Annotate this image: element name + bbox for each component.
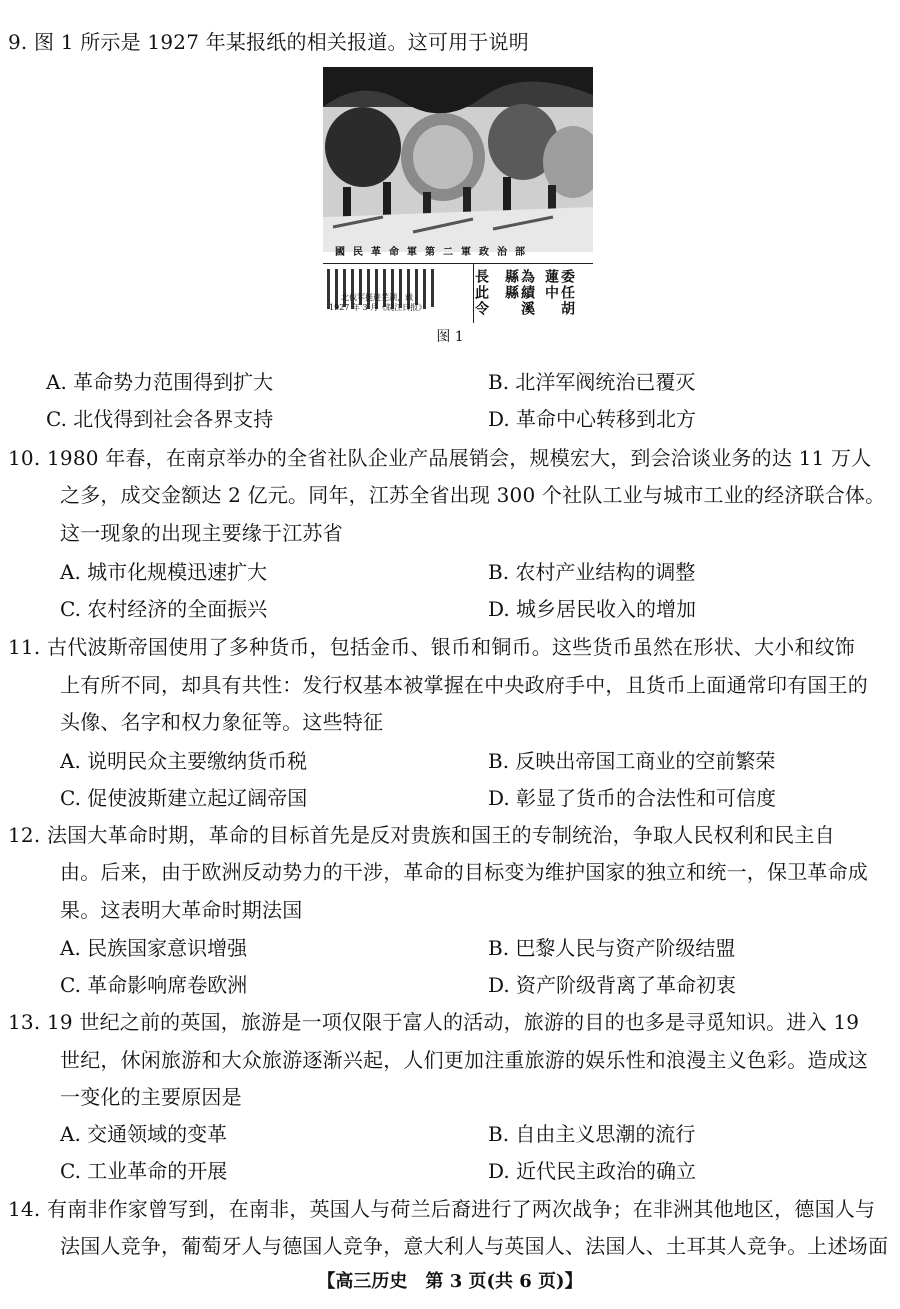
q9-option-d[interactable]: D. 革命中心转移到北方: [488, 407, 697, 431]
q10-stem-line-2: 之多，成交金额达 2 亿元。同年，江苏全省出现 300 个社队工业与城市工业的经济联合体。: [60, 483, 886, 507]
q14-stem-line-2: 法国人竞争，葡萄牙人与德国人竞争，意大利人与英国人、法国人、土耳其人竞争。上述场面: [60, 1234, 889, 1258]
q13-option-b[interactable]: B. 自由主义思潮的流行: [488, 1122, 696, 1146]
newspaper-figure: [323, 67, 593, 317]
q11-stem-line-3: 头像、名字和权力象征等。这些特征: [60, 710, 384, 734]
q11-stem-line-1: 11. 古代波斯帝国使用了多种货币，包括金币、银币和铜币。这些货币虽然在形状、大小和纹饰: [8, 635, 855, 659]
q14-stem-line-1: 14. 有南非作家曾写到，在南非，英国人与荷兰后裔进行了两次战争；在非洲其他地区，德国人与: [8, 1197, 876, 1221]
soldiers-illustration: [323, 67, 593, 252]
figure-caption: 图 1: [436, 329, 464, 345]
q12-option-a[interactable]: A. 民族国家意识增强: [60, 936, 248, 960]
q11-option-d[interactable]: D. 彰显了货币的合法性和可信度: [488, 786, 777, 810]
q13-stem-line-1: 13. 19 世纪之前的英国，旅游是一项仅限于富人的活动，旅游的目的也多是寻觅知识。进入 19: [8, 1010, 860, 1034]
q10-option-a[interactable]: A. 城市化规模迅速扩大: [60, 560, 268, 584]
q12-option-c[interactable]: C. 革命影响席卷欧洲: [60, 973, 248, 997]
q9-option-a[interactable]: A. 革命势力范围得到扩大: [46, 370, 274, 394]
q13-stem-line-2: 世纪，休闲旅游和大众旅游逐渐兴起，人们更加注重旅游的娱乐性和浪漫主义色彩。造成这: [60, 1048, 868, 1072]
newspaper-headline: 國民革命軍第二軍政治部: [335, 247, 533, 258]
q12-option-b[interactable]: B. 巴黎人民与资产阶级结盟: [488, 936, 736, 960]
newspaper-column-1: 委任胡蓮中: [543, 269, 575, 317]
q12-stem-line-3: 果。这表明大革命时期法国: [60, 898, 303, 922]
newspaper-column-2: 為績溪縣縣: [503, 269, 535, 317]
q9-option-c[interactable]: C. 北伐得到社会各界支持: [46, 407, 274, 431]
newspaper-photo: [323, 67, 593, 252]
q12-option-d[interactable]: D. 资产阶级背离了革命初衷: [488, 973, 737, 997]
page-footer: 【高三历史 第 3 页(共 6 页)】: [317, 1271, 583, 1292]
q11-option-b[interactable]: B. 反映出帝国工商业的空前繁荣: [488, 749, 776, 773]
q13-option-c[interactable]: C. 工业革命的开展: [60, 1159, 228, 1183]
q9-stem-line-1: 9. 图 1 所示是 1927 年某报纸的相关报道。这可用于说明: [8, 30, 529, 54]
q10-option-d[interactable]: D. 城乡居民收入的增加: [488, 597, 697, 621]
newspaper-column-3: 長此令: [473, 269, 489, 317]
q10-option-c[interactable]: C. 农村经济的全面振兴: [60, 597, 268, 621]
q9-option-b[interactable]: B. 北洋军阀统治已覆灭: [488, 370, 696, 394]
q10-option-b[interactable]: B. 农村产业结构的调整: [488, 560, 696, 584]
q11-option-a[interactable]: A. 说明民众主要缴纳货币税: [60, 749, 308, 773]
q10-stem-line-3: 这一现象的出现主要缘于江苏省: [60, 521, 343, 545]
q13-option-d[interactable]: D. 近代民主政治的确立: [488, 1159, 697, 1183]
q12-stem-line-2: 由。后来，由于欧洲反动势力的干涉，革命的目标变为维护国家的独立和统一，保卫革命成: [60, 860, 868, 884]
q12-stem-line-1: 12. 法国大革命时期，革命的目标首先是反对贵族和国王的专制统治，争取人民权利和民主自: [8, 823, 835, 847]
q13-stem-line-3: 一变化的主要原因是: [60, 1085, 242, 1109]
q11-stem-line-2: 上有所不同，却具有共性：发行权基本被掌握在中央政府手中，且货币上面通常印有国王的: [60, 673, 868, 697]
newspaper-footnote-b: 1927 年 3 月《皖江日报》: [329, 303, 427, 312]
q11-option-c[interactable]: C. 促使波斯建立起辽阔帝国: [60, 786, 308, 810]
q10-stem-line-1: 10. 1980 年春，在南京举办的全省社队企业产品展销会，规模宏大，到会洽谈业务的达 11 万人: [8, 446, 872, 470]
q13-option-a[interactable]: A. 交通领域的变革: [60, 1122, 228, 1146]
newspaper-footnote-a: 北伐军挺进芜湖，载: [341, 293, 413, 302]
newspaper-text-area: [323, 247, 593, 317]
